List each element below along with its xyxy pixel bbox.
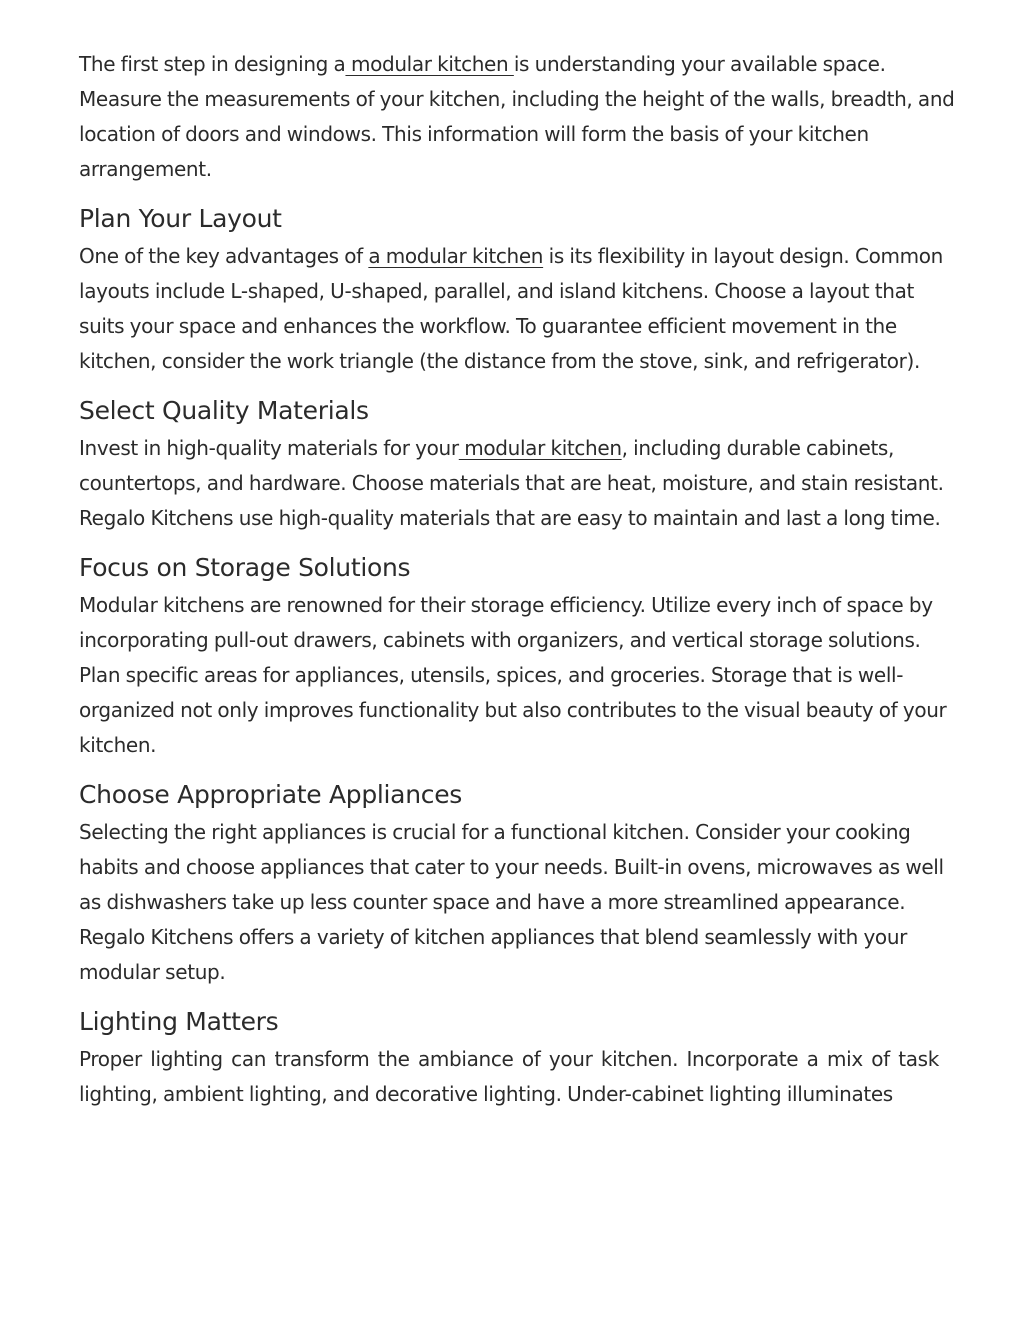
section-heading-storage-solutions: Focus on Storage Solutions bbox=[79, 553, 411, 582]
appliances-paragraph: Selecting the right appliances is crucial for a functional kitchen. Consider your cooking habits and choose appliances that cater to your needs. Built-in ovens, microwaves as well as dishwashers take up less counter space and have a more streamlined appearance. Regalo Kitchens offers a variety of kitchen appliances that blend seamlessly with your modular setup. bbox=[79, 820, 944, 984]
modular-kitchen-link[interactable]: modular kitchen bbox=[345, 52, 514, 76]
materials-text-after-link: , including durable cabinets, countertops, and hardware. Choose materials that are heat, moisture, and stain resistant. Regalo Kitchens use high-quality materials that are easy to maintain and last a long time. bbox=[79, 436, 944, 530]
materials-text-before-link: Invest in high-quality materials for your bbox=[79, 436, 459, 460]
modular-kitchen-link[interactable]: modular kitchen bbox=[458, 436, 622, 460]
modular-kitchen-link[interactable]: a modular kitchen bbox=[368, 244, 544, 268]
layout-text-before-link: One of the key advantages of bbox=[79, 244, 369, 268]
section-heading-appliances: Choose Appropriate Appliances bbox=[79, 780, 462, 809]
storage-paragraph: Modular kitchens are renowned for their storage efficiency. Utilize every inch of space by incorporating pull-out drawers, cabinets with organizers, and vertical storage solutions. Plan specific areas for appliances, utensils, spices, and groceries. Storage that is well-organized not only improves functionality but also contributes to the visual beauty of your kitchen. bbox=[79, 593, 947, 757]
intro-text-before-link: The first step in designing a bbox=[79, 52, 346, 76]
article-body bbox=[79, 47, 959, 1112]
layout-paragraph bbox=[79, 239, 959, 379]
intro-paragraph bbox=[79, 47, 959, 187]
section-heading-quality-materials: Select Quality Materials bbox=[79, 396, 369, 425]
section-heading-lighting: Lighting Matters bbox=[79, 1007, 279, 1036]
materials-paragraph bbox=[79, 431, 959, 536]
section-heading-plan-layout: Plan Your Layout bbox=[79, 204, 282, 233]
lighting-paragraph: Proper lighting can transform the ambiance of your kitchen. Incorporate a mix of task lighting, ambient lighting, and decorative lighting. Under-cabinet lighting illuminates bbox=[79, 1047, 939, 1106]
intro-text-after-link: is understanding your available space. Measure the measurements of your kitchen, including the height of the walls, breadth, and location of doors and windows. This information will form the basis of your kitchen arrangement. bbox=[79, 52, 955, 181]
layout-text-after-link: is its flexibility in layout design. Common layouts include L-shaped, U-shaped, parallel, and island kitchens. Choose a layout that suits your space and enhances the workflow. To guarantee efficient movement in the kitchen, consider the work triangle (the distance from the stove, sink, and refrigerator). bbox=[79, 244, 943, 373]
